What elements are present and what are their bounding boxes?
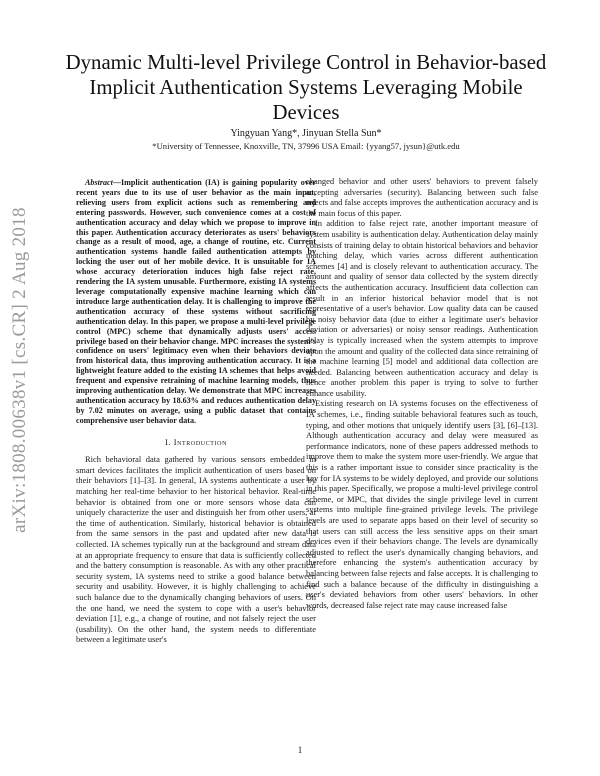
arxiv-id: arXiv:1808.00638v1 [cs.CR] 2 Aug 2018 [9,207,31,533]
body-paragraph: Existing research on IA systems focuses on the effectiveness of IA schemes, i.e., finding suitable behavioral features such as touch, typing, and other motions that uniquely identify users [3], [6]–[13]. Although authentication accuracy and delay were measured as performance indicators, none of these papers addressed methods to improve them to make the system more user-friendly. We argue that this is a rather important issue to consider since practicality is the key for IA systems to be widely deployed, and provide our solutions in this paper. Specifically, we propose a multi-level privilege control scheme, or MPC, that divides the single privilege level in current systems into multiple fine-grained privilege levels. The privilege levels are used to separate apps based on their level of security so that users can still access the less sensitive apps on their smart devices even if their behaviors change. The levels are dynamically adjusted to reflect the user's dynamically changing behaviors, and therefore enhancing the system's authentication accuracy by balancing between false rejects and false accepts. It is challenging to find such a balance because of the difficulty in distinguishing a user's deviated behaviors from other users' behaviors. In other words, decreased false reject rate may cause increased false [306,398,538,610]
page-number: 1 [297,745,303,755]
abstract-text: —Implicit authentication (IA) is gaining popularity over recent years due to its use of user behavior as the main input, relieving users from explicit actions such as remembering and entering passwords. However, such convenience comes at a cost of authentication accuracy and delay which we propose to improve in this paper. Authentication accuracy deteriorates as users' behaviors change as a result of mood, age, a change of routine, etc. Current authentication systems handle failed authentication attempts by locking the user out of her mobile device. It is unsuitable for IA whose accuracy deterioration induces high false reject rate, rendering the IA system unusable. Furthermore, existing IA systems leverage computationally expensive machine learning which can introduce large authentication delay. It is challenging to improve the authentication accuracy of these systems without sacrificing authentication delay. In this paper, we propose a multi-level privilege control (MPC) scheme that dynamically adjusts users' access privilege based on their behavior change. MPC increases the system's confidence on users' legitimacy even when their behaviors deviate from historical data, thus improving authentication accuracy. It is a lightweight feature added to the existing IA schemes that helps avoid frequent and expensive retraining of machine learning models, thus improving authentication delay. We demonstrate that MPC increases authentication accuracy by 18.63% and reduces authentication delay by 7.02 minutes on average, using a public dataset that contains comprehensive user behavior data. [76,178,316,425]
body-paragraph: changed behavior and other users' behaviors to prevent falsely accepting adversaries (security). Balancing between such false rejects and false accepts improves the authentication accuracy and is the main focus of this paper. [306,176,538,218]
abstract-label: Abstract [85,178,113,187]
left-column [76,178,316,645]
paper-affiliation: *University of Tennessee, Knoxville, TN, 37996 USA Email: {yyang57, jysun}@utk.edu [152,141,460,151]
right-column [306,176,538,610]
paper-authors: Yingyuan Yang*, Jinyuan Stella Sun* [230,128,382,139]
arxiv-stamp [2,180,38,560]
abstract [76,178,316,426]
body-paragraph: In addition to false reject rate, another important measure of system usability is authentication delay. Authentication delay mainly consists of training delay to obtain historical behaviors and behavior matching delay, which varies across different authentication schemes [4] and is closely relevant to authentication accuracy. The amount and quality of sensor data collected by the system directly affects the authentication accuracy. Insufficient data collection can result in an inferior historical behavior model that is not representative of a user's behavior. Low quality data can be caused by noisy behavior data (due to either a legitimate user's behavior deviation or adversaries) or noisy sensor readings. Authentication delay is typically increased when the system attempts to improve upon the amount and quality of the collected data since retraining of the machine learning [5] model and additional data collection are needed. Balancing between authentication accuracy and delay is hence another problem this paper is trying to solve to further enhance usability. [306,218,538,398]
section-heading-introduction: I. Introduction [164,437,228,447]
body-paragraph: Rich behavioral data gathered by various sensors embedded in smart devices facilitates the implicit authentication of users based on their behaviors [1]–[3]. In general, IA systems authenticate a user by matching her real-time behavior to her historical behavior. Real-time behavior is obtained from one or more sensors whose data can uniquely characterize the user and distinguish her from other users, at the time of authentication. Similarly, historical behavior is obtained from the same sensors in the past and updated after new data is collected. IA schemes typically run at the background and stream data at an appropriate frequency to ensure that data is sufficiently collected and the battery consumption is reasonable. As with any other practical security system, IA systems need to strike a good balance between security and usability. However, it is highly challenging to achieve such balance due to the dynamically changing behaviors of users. On the one hand, we need the system to cope with a user's behavior deviation [1], e.g., a change of routine, and not falsely reject the user (usability). On the other hand, the system needs to differentiate between a legitimate user's [76,454,316,645]
paper-title: Dynamic Multi-level Privilege Control in Behavior-based Implicit Authentication Systems Leveraging Mobile Devices [65,51,547,124]
